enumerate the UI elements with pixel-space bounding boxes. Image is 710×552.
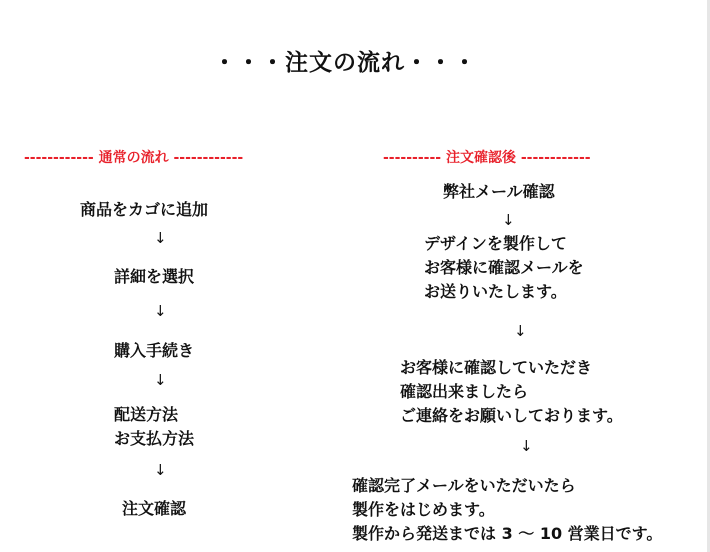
page-title: ・・・注文の流れ・・・ (213, 50, 477, 76)
step-payment-method: お支払方法 (114, 429, 195, 448)
step-customer-check-line-2: 確認出来ましたら (400, 382, 529, 401)
down-arrow-icon: ↓ (154, 461, 167, 479)
step-add-to-cart: 商品をカゴに追加 (80, 200, 209, 219)
down-arrow-icon: ↓ (154, 302, 167, 320)
step-customer-check-line-1: お客様に確認していただき (400, 358, 593, 377)
step-order-confirm: 注文確認 (122, 499, 187, 518)
step-design-line-2: お客様に確認メールを (424, 258, 584, 277)
down-arrow-icon: ↓ (154, 229, 167, 247)
step-email-check: 弊社メール確認 (443, 182, 555, 201)
step-production-line-2: 製作をはじめます。 (352, 500, 495, 519)
step-customer-check-line-3: ご連絡をお願いしております。 (400, 406, 623, 425)
step-production-line-1: 確認完了メールをいただいたら (352, 476, 576, 495)
down-arrow-icon: ↓ (154, 371, 167, 389)
step-design-line-1: デザインを製作して (424, 234, 567, 253)
down-arrow-icon: ↓ (502, 211, 515, 229)
down-arrow-icon: ↓ (514, 322, 527, 340)
step-shipping-method: 配送方法 (114, 405, 179, 424)
step-select-details: 詳細を選択 (114, 267, 195, 286)
step-design-line-3: お送りいたします。 (424, 282, 567, 301)
down-arrow-icon: ↓ (520, 437, 533, 455)
normal-flow-heading: ------------ 通常の流れ ------------ (24, 150, 244, 166)
after-confirm-heading: ---------- 注文確認後 ------------ (383, 150, 591, 166)
step-checkout: 購入手続き (114, 341, 195, 360)
step-production-line-3: 製作から発送までは 3 ～ 10 営業日です。 (352, 524, 663, 543)
